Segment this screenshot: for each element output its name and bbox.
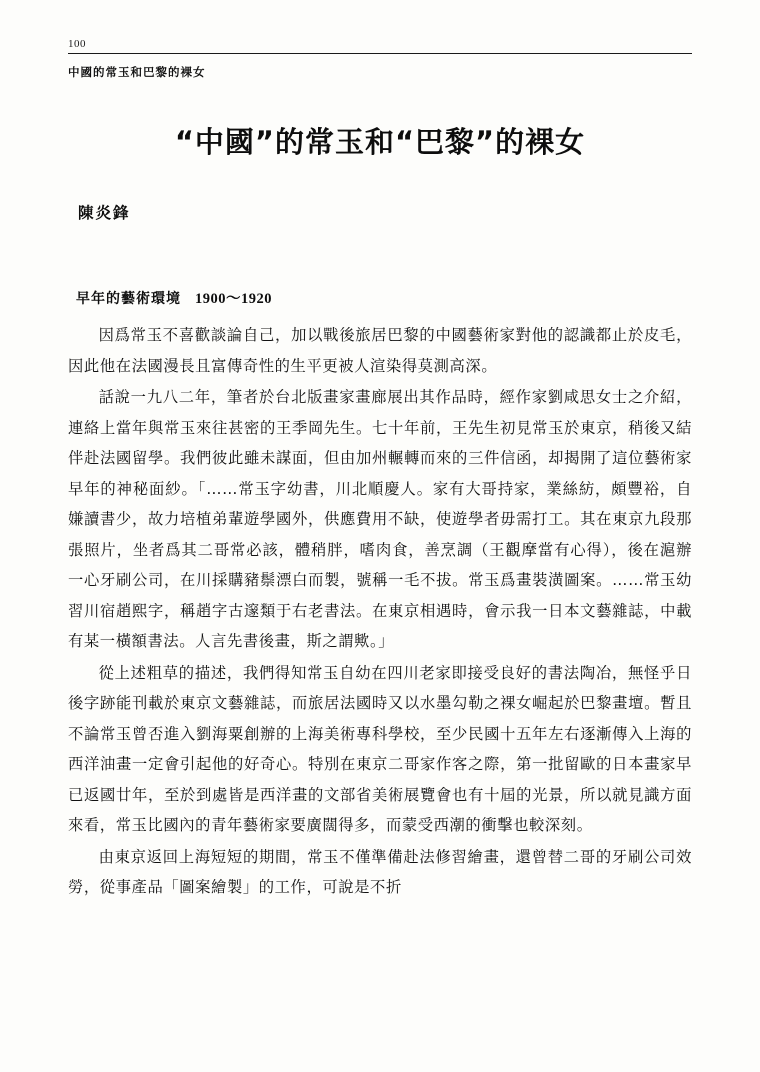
paragraph: 從上述粗草的描述，我們得知常玉自幼在四川老家即接受良好的書法陶冶，無怪乎日後字跡能刊載於東京文藝雜誌，而旅居法國時又以水墨勾勒之裸女崛起於巴黎畫壇。暫且不論常玉曾否進入劉海粟創辦的上海美術專科學校，至少民國十五年左右逐漸傳入上海的西洋油畫一定會引起他的好奇心。特別在東京二哥家作客之際，第一批留歐的日本畫家早已返國廿年，至於到處皆是西洋畫的文部省美術展覽會也有十屆的光景，所以就見識方面來看，常玉比國內的青年藝術家要廣闊得多，而蒙受西潮的衝擊也較深刻。 xyxy=(68,663,692,834)
author-byline: 陳炎鋒 xyxy=(78,204,131,222)
section-heading-years: 1900〜1920 xyxy=(195,291,272,307)
section-heading xyxy=(76,287,692,308)
section-heading-label: 早年的藝術環境 xyxy=(76,291,181,307)
paragraph: 因爲常玉不喜歡談論自己，加以戰後旅居巴黎的中國藝術家對他的認識都止於皮毛，因此他在法國漫長且富傳奇性的生平更被人渲染得莫測高深。 xyxy=(68,326,692,375)
header-rule xyxy=(68,53,692,54)
page-title: “中國”的常玉和“巴黎”的裸女 xyxy=(174,125,586,159)
running-head: 中國的常玉和巴黎的裸女 xyxy=(68,65,206,79)
page-number: 100 xyxy=(68,38,86,50)
body-text xyxy=(68,320,692,903)
paragraph: 由東京返回上海短短的期間，常玉不僅準備赴法修習繪畫，還曾替二哥的牙刷公司效勞，從事產品「圖案繪製」的工作，可說是不折 xyxy=(68,847,692,896)
paragraph: 話說一九八二年，筆者於台北版畫家畫廊展出其作品時，經作家劉咸思女士之介紹，連絡上當年與常玉來往甚密的王季岡先生。七十年前，王先生初見常玉於東京，稍後又結伴赴法國留學。我們彼此雖未謀面，但由加州輾轉而來的三件信函，却揭開了這位藝術家早年的神秘面紗。「……常玉字幼書，川北順慶人。家有大哥持家，業絲紡，頗豐裕，自嫌讀書少，故力培植弟輩遊學國外，供應費用不缺，使遊學者毋需打工。其在東京九段那張照片，坐者爲其二哥常必該，體稍胖，嗜肉食，善烹調（王觀摩當有心得），後在滬辦一心牙刷公司，在川採購豬鬃漂白而製，號稱一毛不拔。常玉爲畫裝潢圖案。……常玉幼習川宿趙熙字，稱趙字古邃類于右老書法。在東京相遇時，會示我一日本文藝雜誌，中載有某一橫額書法。人言先書後畫，斯之謂歟。」 xyxy=(68,388,692,650)
page-content xyxy=(68,38,692,904)
